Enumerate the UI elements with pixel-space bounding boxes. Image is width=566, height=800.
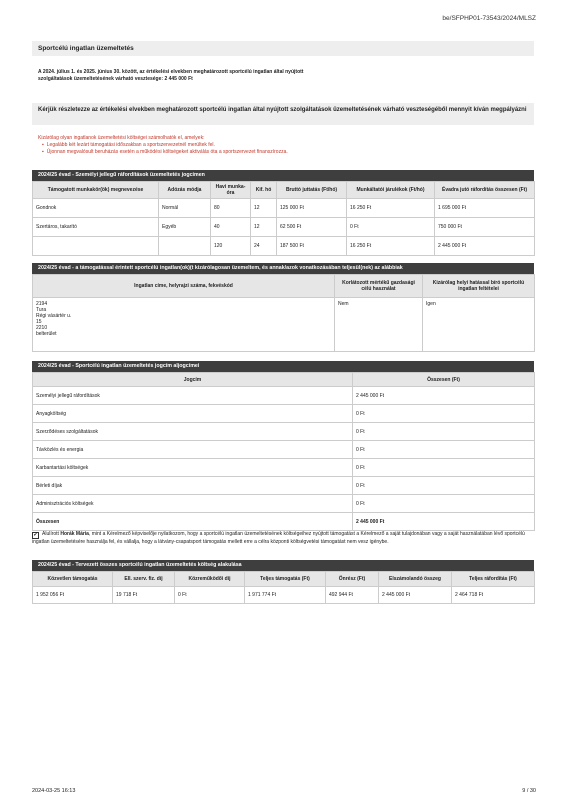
table-cell: Távközlés és energia	[33, 441, 353, 459]
table-row	[33, 218, 535, 237]
column-header: Ell. szerv. fiz. díj	[113, 572, 175, 587]
note-list	[38, 142, 288, 156]
column-header: Ingatlan címe, helyrajzi száma, fekvéskód	[33, 275, 335, 298]
footer-timestamp: 2024-03-25 16:13	[32, 788, 76, 794]
column-header: Jogcím	[33, 373, 353, 387]
column-header: Elszámolandó összeg	[379, 572, 452, 587]
table-cell: 0 Ft	[353, 477, 535, 495]
table-cell: Személyi jellegű ráfordítások	[33, 387, 353, 405]
column-header: Közreműködői díj	[175, 572, 245, 587]
declaration-text: , mint a Kérelmező képviselője nyilatkozom, hogy a sportcélú ingatlan üzemeltetésének költségeihez nyújtott támogatást a Kérelmező a saját tulajdonában vagy a saját használatában lévő sportcélú ingatlan üzemeltetésére használja fel, és vállalja, hogy a látvány-csapatsport támogatás mellett erre a célra központi költségvetési támogatást nem vesz igénybe.	[32, 531, 525, 545]
section-header: 2024/25 évad - a támogatással érintett sportcélú ingatlan(ok)(t kizárólagosan üzemeltem, és annak/azok vonatkozásában teljesül(nek) az alábbiak	[32, 263, 534, 274]
declaration-pre: Alulírott	[42, 531, 61, 537]
table-cell: 492 944 Ft	[326, 587, 379, 604]
column-header: Korlátozott mértékű gazdasági célú használat	[335, 275, 423, 298]
section-header: 2024/25 évad - Személyi jellegű ráfordítások üzemeltetés jogcímen	[32, 170, 534, 181]
table-row	[33, 405, 535, 423]
page-title: Sportcélú ingatlan üzemeltetés	[32, 41, 534, 56]
column-header: Munkáltatói járulékok (Ft/hó)	[347, 182, 435, 199]
column-header: Összesen (Ft)	[353, 373, 535, 387]
local-effect-value: Igen	[423, 298, 535, 352]
column-header: Támogatott munkakör(ök) megnevezése	[33, 182, 159, 199]
table-cell: 2 445 000 Ft	[379, 587, 452, 604]
table-cell: Anyagköltség	[33, 405, 353, 423]
column-header: Közvetlen támogatás	[33, 572, 113, 587]
note-item: ▪ Újonnan megvalósult beruházás esetén a működési költségeket aktiválás óta a sportszervezet finanszírozza.	[42, 149, 288, 156]
table-row	[33, 199, 535, 218]
property-section	[32, 263, 534, 352]
total-value: 2 445 000 Ft	[353, 513, 535, 531]
table-cell: 0 Ft	[175, 587, 245, 604]
table-cell: 0 Ft	[353, 441, 535, 459]
column-header: Kif. hó	[251, 182, 277, 199]
table-cell: 19 718 Ft	[113, 587, 175, 604]
summary-table	[32, 571, 535, 604]
table-cell: 0 Ft	[353, 405, 535, 423]
table-header-row	[33, 275, 535, 298]
property-table	[32, 274, 535, 352]
table-cell: 12	[251, 218, 277, 237]
costs-section	[32, 361, 534, 531]
column-header: Teljes ráfordítás (Ft)	[452, 572, 535, 587]
table-header-row	[33, 182, 535, 199]
table-cell: 62 500 Ft	[277, 218, 347, 237]
table-cell: Adminisztrációs költségek	[33, 495, 353, 513]
table-cell: 12	[251, 199, 277, 218]
column-header: Évadra jutó ráfordítás összesen (Ft)	[435, 182, 535, 199]
table-cell: Szertáros, takarító	[33, 218, 159, 237]
table-row	[33, 423, 535, 441]
table-cell: 0 Ft	[347, 218, 435, 237]
table-header-row	[33, 572, 535, 587]
table-cell: 40	[211, 218, 251, 237]
table-cell: 80	[211, 199, 251, 218]
document-reference: be/SFPHP01-73543/2024/MLSZ	[442, 15, 536, 22]
table-row	[33, 387, 535, 405]
table-cell: 24	[251, 237, 277, 256]
table-row	[33, 587, 535, 604]
table-row	[33, 441, 535, 459]
total-label: Összesen	[33, 513, 353, 531]
eligibility-note	[38, 135, 288, 156]
personnel-section	[32, 170, 534, 256]
table-cell: 750 000 Ft	[435, 218, 535, 237]
column-header: Adózás módja	[159, 182, 211, 199]
table-row	[33, 495, 535, 513]
total-row	[33, 513, 535, 531]
table-row	[33, 477, 535, 495]
table-cell: 187 500 Ft	[277, 237, 347, 256]
table-cell: Bérleti díjak	[33, 477, 353, 495]
column-header: Kizárólag helyi hatással bíró sportcélú ingatlan feltételei	[423, 275, 535, 298]
table-cell	[159, 237, 211, 256]
table-cell: 16 250 Ft	[347, 237, 435, 256]
table-cell: 2 464 718 Ft	[452, 587, 535, 604]
column-header: Bruttó juttatás (Ft/hó)	[277, 182, 347, 199]
table-cell: 1 695 000 Ft	[435, 199, 535, 218]
table-cell: 2 445 000 Ft	[353, 387, 535, 405]
question-box: Kérjük részletezze az értékelési elvekben meghatározott sportcélú ingatlan által nyújtott szolgáltatások üzemeltetésének várható veszteségéből mennyit kíván megpályázni	[32, 103, 534, 125]
table-cell: 120	[211, 237, 251, 256]
table-row	[33, 237, 535, 256]
table-cell: Karbantartási költségek	[33, 459, 353, 477]
property-address: 2194 Tura Régi vásártér u. 15 2210 belterület	[33, 298, 335, 352]
table-cell: 0 Ft	[353, 495, 535, 513]
table-cell: 1 952 056 Ft	[33, 587, 113, 604]
note-intro: Kizárólag olyan ingatlanok üzemeltetési költségei számolhatók el, amelyek:	[38, 135, 205, 141]
table-cell: 0 Ft	[353, 459, 535, 477]
section-header: 2024/25 évad - Sportcélú ingatlan üzemeltetés jogcím aljogcímei	[32, 361, 534, 372]
note-item: ▪ Legalább két lezárt támogatási időszakban a sportszervezetnél merültek fel.	[42, 142, 288, 149]
table-cell: 2 445 000 Ft	[435, 237, 535, 256]
table-cell	[33, 237, 159, 256]
table-header-row	[33, 373, 535, 387]
table-cell: 0 Ft	[353, 423, 535, 441]
personnel-table	[32, 181, 535, 256]
table-cell: Normál	[159, 199, 211, 218]
column-header: Havi munka-óra	[211, 182, 251, 199]
declaration	[32, 531, 536, 546]
table-cell: Egyéb	[159, 218, 211, 237]
table-row	[33, 298, 535, 352]
table-row	[33, 459, 535, 477]
table-cell: 16 250 Ft	[347, 199, 435, 218]
representative-name: Horák Mária	[60, 531, 89, 537]
costs-table	[32, 372, 535, 531]
limited-use-value: Nem	[335, 298, 423, 352]
table-cell: Szerződéses szolgáltatások	[33, 423, 353, 441]
intro-text: A 2024. július 1. és 2025. június 30. között, az értékelési elvekben meghatározott sportcélú ingatlan által nyújtott szolgáltatások üzemeltetésének várható veszteségeː 2 445 000 Ft	[38, 69, 304, 82]
page-number: 9 / 30	[522, 788, 536, 794]
column-header: Önrész (Ft)	[326, 572, 379, 587]
column-header: Teljes támogatás (Ft)	[245, 572, 326, 587]
declaration-checkbox[interactable]: ✔	[33, 532, 38, 538]
table-cell: Gondnok	[33, 199, 159, 218]
summary-section	[32, 560, 534, 604]
table-cell: 1 971 774 Ft	[245, 587, 326, 604]
section-header: 2024/25 évad - Tervezett összes sportcélú ingatlan üzemeltetés költség alakulása	[32, 560, 534, 571]
table-cell: 125 000 Ft	[277, 199, 347, 218]
